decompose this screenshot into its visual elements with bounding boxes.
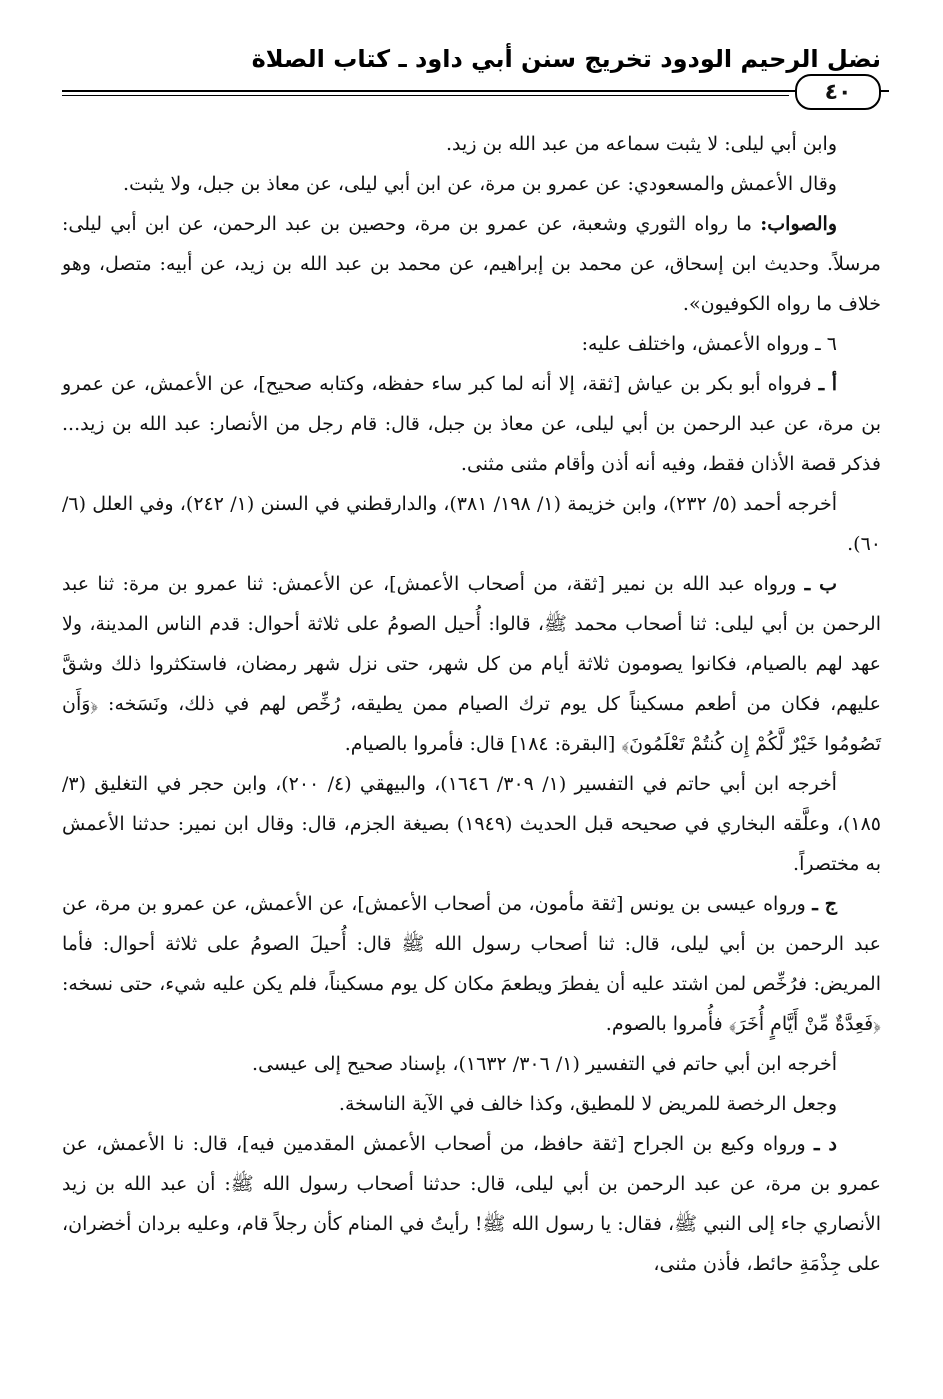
paragraph-7: ب ـ ورواه عبد الله بن نمير [ثقة، من أصحاب الأعمش]، عن الأعمش: ثنا عمرو بن مرة: ثنا عبد الرحمن بن أبي ليلى: ثنا أصحاب محمد ﷺ، قالوا: أُحيل الصومُ على ثلاثة أحوال: قدم الناس المدينة، ولا عهد لهم بالصيام، فكانوا يصومون ثلاثة أيام من كل شهر، حتى نزل شهر رمضان، فاستكثروا ذلك وشقَّ عليهم، فكان من أطعم مسكيناً كل يوم ترك الصيام ممن يطيقه، رُخِّص لهم في ذلك، ونَسَخه: ﴿وَأَن تَصُومُوا خَيْرٌ لَّكُمْ إِن كُنتُمْ تَعْلَمُونَ﴾ [البقرة: ١٨٤] قال: فأمروا بالصيام. <box>62 573 881 755</box>
paragraph-12: د ـ ورواه وكيع بن الجراح [ثقة حافظ، من أصحاب الأعمش المقدمين فيه]، قال: نا الأعمش، عن عمرو بن مرة، عن عبد الرحمن بن أبي ليلى، قال: حدثنا أصحاب رسول الله ﷺ: أن عبد الله بن زيد الأنصاري جاء إلى النبي ﷺ، فقال: يا رسول الله ﷺ! رأيتُ في المنام كأن رجلاً قام، وعليه بردان أخضران، على جِذْمَةِ حائط، فأذن مثنى، <box>62 1133 881 1275</box>
paragraph-8: أخرجه ابن أبي حاتم في التفسير (١/ ٣٠٩/ ١٦٤٦)، والبيهقي (٤/ ٢٠٠)، وابن حجر في التغليق (٣/ ١٨٥)، وعلَّقه البخاري في صحيحه قبل الحديث (١٩٤٩) بصيغة الجزم، قال: وقال ابن نمير: حدثنا الأعمش به مختصراً. <box>62 773 881 875</box>
paragraph-3: والصواب: ما رواه الثوري وشعبة، عن عمرو بن مرة، وحصين بن عبد الرحمن، عن ابن أبي ليلى: مرسلاً. وحديث ابن إسحاق، عن محمد بن إبراهيم، عن محمد بن عبد الله بن زيد، عن أبيه: متصل، وهو خلاف ما رواه الكوفيون». <box>62 213 881 315</box>
header-rule <box>62 74 881 110</box>
paragraph-11: وجعل الرخصة للمريض لا للمطيق، وكذا خالف في الآية الناسخة. <box>338 1093 837 1115</box>
book-title: نضل الرحيم الودود تخريج سنن أبي داود ـ كتاب الصلاة <box>251 45 881 73</box>
page-body <box>62 124 881 1284</box>
paragraph-label: ج ـ <box>812 893 837 915</box>
paragraph-label: أ ـ <box>818 373 837 395</box>
paragraph-2: وقال الأعمش والمسعودي: عن عمرو بن مرة، عن ابن أبي ليلى، عن معاذ بن جبل، ولا يثبت. <box>123 173 837 195</box>
running-header <box>62 44 881 74</box>
paragraph-label: د ـ <box>814 1133 837 1155</box>
paragraph-label: والصواب: <box>760 213 837 235</box>
paragraph-1: وابن أبي ليلى: لا يثبت سماعه من عبد الله بن زيد. <box>446 133 837 155</box>
paragraph-4: ٦ ـ ورواه الأعمش، واختلف عليه: <box>581 333 837 355</box>
paragraph-9: ج ـ ورواه عيسى بن يونس [ثقة مأمون، من أصحاب الأعمش]، عن الأعمش، عن عمرو بن مرة، عن عبد الرحمن بن أبي ليلى، قال: ثنا أصحاب رسول الله ﷺ قال: أُحيلَ الصومُ على ثلاثة أحوال: فأما المريض: فرُخِّص لمن اشتد عليه أن يفطرَ ويطعمَ مكان كل يوم مسكيناً، فلم يكن عليه شيء، حتى نسخه: ﴿فَعِدَّةٌ مِّنْ أَيَّامٍ أُخَرَ﴾ فأُمروا بالصوم. <box>62 893 881 1035</box>
paragraph-10: أخرجه ابن أبي حاتم في التفسير (١/ ٣٠٦/ ١٦٣٢)، بإسناد صحيح إلى عيسى. <box>252 1053 837 1075</box>
header-double-rule <box>62 90 789 96</box>
paragraph-5: أ ـ فرواه أبو بكر بن عياش [ثقة، إلا أنه لما كبر ساء حفظه، وكتابه صحيح]، عن الأعمش، عن عمرو بن مرة، عن عبد الرحمن بن أبي ليلى، عن معاذ بن جبل، قال: قام رجل من الأنصار: عبد الله بن زيد... فذكر قصة الأذان فقط، وفيه أنه أذن وأقام مثنى مثنى. <box>62 373 881 475</box>
paragraph-label: ب ـ <box>804 573 837 595</box>
page-number: ٤٠ <box>795 74 881 110</box>
paragraph-6: أخرجه أحمد (٥/ ٢٣٢)، وابن خزيمة (١/ ١٩٨/ ٣٨١)، والدارقطني في السنن (١/ ٢٤٢)، وفي العلل (٦/ ٦٠). <box>62 493 881 555</box>
